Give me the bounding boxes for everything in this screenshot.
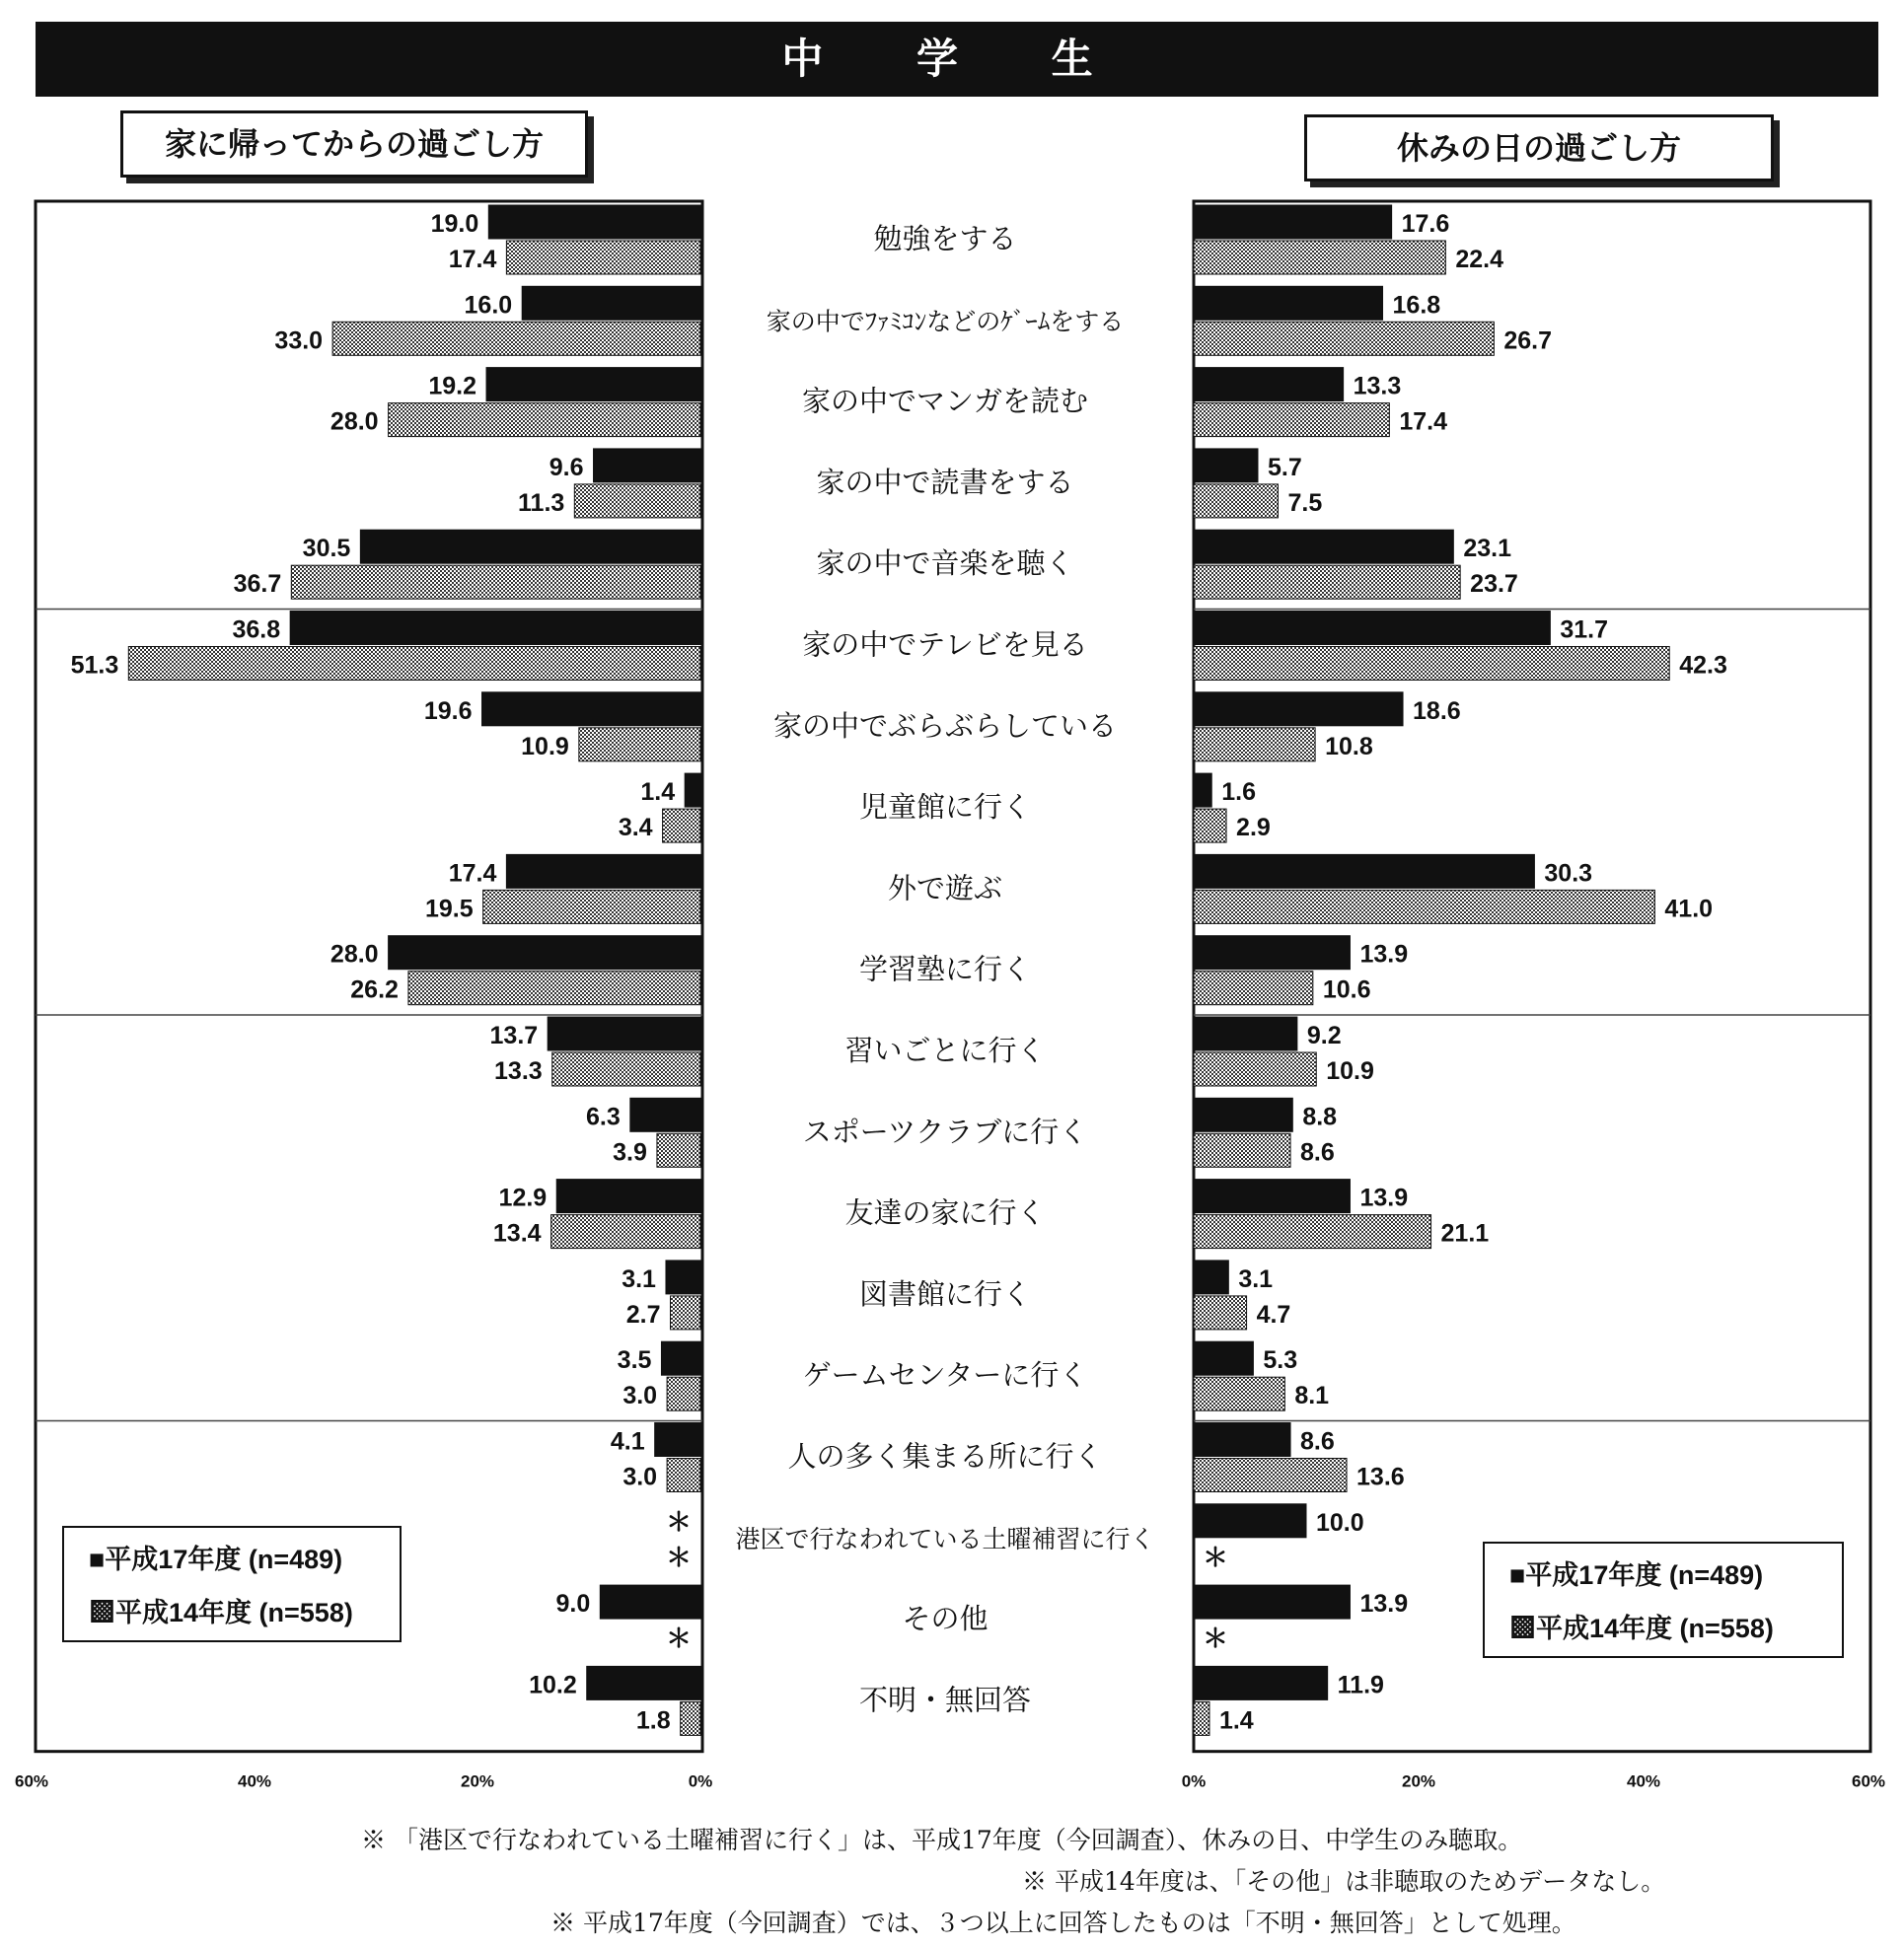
left-data-label: 1.8 xyxy=(635,1706,671,1735)
right-data-label: 8.6 xyxy=(1300,1138,1335,1167)
left-bar-h14 xyxy=(667,1459,700,1492)
right-data-label: 1.4 xyxy=(1218,1706,1254,1735)
left-data-label: 28.0 xyxy=(330,940,379,969)
right-bar-h17 xyxy=(1194,612,1550,645)
right-data-label: 21.1 xyxy=(1440,1219,1490,1248)
left-data-label: 28.0 xyxy=(330,407,379,436)
right-bar-h14 xyxy=(1194,1052,1316,1086)
footnote-1: ※ 「港区で行なわれている土曜補習に行く」は、平成17年度（今回調査）、休みの日、中学生のみ聴取。 xyxy=(361,1826,1523,1854)
left-data-label: 19.5 xyxy=(424,895,474,923)
right-bar-h14 xyxy=(1194,1377,1284,1410)
right-legend-entry: ▩平成14年度 (n=558) xyxy=(1509,1614,1774,1643)
left-bar-h17 xyxy=(506,854,700,888)
category-label: 家の中でテレビを見る xyxy=(802,627,1088,662)
left-data-label: 3.5 xyxy=(617,1346,652,1375)
left-data-label: 3.1 xyxy=(622,1264,656,1293)
right-bar-h14 xyxy=(1194,728,1315,761)
right-bar-h14 xyxy=(1194,1701,1209,1735)
left-bar-h17 xyxy=(486,368,700,401)
category-label: 家の中でﾌｧﾐｺﾝなどのｹﾞｰﾑをする xyxy=(766,307,1125,336)
category-label: 勉強をする xyxy=(873,222,1017,255)
left-data-label: 13.7 xyxy=(489,1022,539,1049)
left-legend-entry: ▩平成14年度 (n=558) xyxy=(89,1598,353,1627)
category-label: 不明・無回答 xyxy=(858,1683,1032,1717)
left-bar-h14 xyxy=(506,241,700,274)
right-bar-h17 xyxy=(1194,1180,1350,1213)
footnote-2: ※ 平成14年度は、「その他」は非聴取のためデータなし。 xyxy=(1022,1867,1666,1896)
left-bar-h17 xyxy=(290,612,700,645)
left-data-label: 4.1 xyxy=(610,1427,645,1456)
left-bar-h17 xyxy=(522,286,700,320)
right-data-label: 31.7 xyxy=(1560,615,1609,644)
right-data-label: 13.9 xyxy=(1359,1184,1409,1212)
category-label: 習いごとに行く xyxy=(844,1034,1046,1067)
left-bar-h17 xyxy=(685,773,700,807)
left-data-label: 33.0 xyxy=(274,326,324,355)
right-bar-h14 xyxy=(1194,647,1669,681)
right-bar-h14 xyxy=(1194,1459,1347,1492)
right-data-label: 8.6 xyxy=(1300,1427,1335,1456)
right-bar-h17 xyxy=(1194,1017,1297,1050)
right-bar-h14 xyxy=(1194,809,1226,842)
right-data-label: 8.8 xyxy=(1302,1103,1338,1131)
right-bar-h17 xyxy=(1194,1666,1328,1699)
right-data-label: 10.0 xyxy=(1316,1508,1364,1537)
right-bar-h17 xyxy=(1194,692,1403,726)
left-data-label: 12.9 xyxy=(498,1184,548,1212)
category-label: 友達の家に行く xyxy=(844,1195,1046,1230)
category-label: ゲームセンターに行く xyxy=(802,1358,1088,1393)
left-data-label: 17.4 xyxy=(448,859,497,888)
right-data-label: 17.4 xyxy=(1399,407,1448,436)
left-legend-entry: ■平成17年度 (n=489) xyxy=(89,1545,343,1574)
right-bar-h17 xyxy=(1194,1423,1290,1457)
category-label: スポーツクラブに行く xyxy=(802,1115,1088,1149)
left-data-label: 19.2 xyxy=(428,372,477,400)
right-panel-heading: 休みの日の過ごし方 xyxy=(1304,114,1774,181)
left-bar-h14 xyxy=(579,728,700,761)
right-data-label: 30.3 xyxy=(1544,859,1593,888)
right-bar-h17 xyxy=(1194,286,1383,320)
right-data-label: 42.3 xyxy=(1679,651,1727,680)
right-data-label: 7.5 xyxy=(1287,488,1323,517)
left-data-label: 2.7 xyxy=(625,1300,661,1329)
left-bar-h17 xyxy=(594,449,700,482)
left-bar-h17 xyxy=(482,692,700,726)
left-bar-h14 xyxy=(574,484,700,518)
footnote-3: ※ 平成17年度（今回調査）では、３つ以上に回答したものは「不明・無回答」として処理。 xyxy=(550,1909,1576,1937)
left-bar-h14 xyxy=(291,565,700,599)
left-axis-tick-label: 20% xyxy=(460,1771,495,1791)
left-missing-marker: ＊ xyxy=(665,1624,693,1654)
left-data-label: 36.8 xyxy=(232,615,281,644)
right-bar-h17 xyxy=(1194,936,1350,970)
left-bar-h14 xyxy=(483,890,700,923)
left-panel-heading: 家に帰ってからの過ごし方 xyxy=(120,110,588,178)
left-bar-h17 xyxy=(488,205,700,239)
left-bar-h14 xyxy=(681,1701,700,1735)
left-data-label: 10.2 xyxy=(529,1671,577,1699)
right-bar-h17 xyxy=(1194,854,1534,888)
page-title: 中 学 生 xyxy=(36,22,1878,97)
left-data-label: 19.0 xyxy=(430,210,479,238)
right-data-label: 10.8 xyxy=(1325,732,1373,760)
right-axis-tick-label: 20% xyxy=(1401,1771,1436,1791)
right-bar-h17 xyxy=(1194,449,1258,482)
right-bar-h17 xyxy=(1194,1341,1253,1375)
right-bar-h14 xyxy=(1194,1215,1431,1249)
category-label: 家の中で音楽を聴く xyxy=(816,546,1074,581)
left-data-label: 9.6 xyxy=(549,453,584,481)
left-bar-h14 xyxy=(552,1052,700,1086)
right-data-label: 23.7 xyxy=(1470,570,1518,599)
category-label: 図書館に行く xyxy=(858,1276,1032,1311)
left-bar-h17 xyxy=(587,1666,700,1699)
right-data-label: 10.9 xyxy=(1326,1057,1374,1085)
right-data-label: 1.6 xyxy=(1221,778,1257,807)
right-bar-h14 xyxy=(1194,972,1313,1005)
category-label: 家の中でマンガを読む xyxy=(801,384,1089,418)
left-bar-h14 xyxy=(408,972,700,1005)
left-axis-tick-label: 60% xyxy=(14,1771,49,1791)
right-data-label: 13.9 xyxy=(1359,940,1409,969)
left-data-label: 13.3 xyxy=(494,1057,543,1085)
category-label: 港区で行なわれている土曜補習に行く xyxy=(735,1524,1155,1553)
right-bar-h14 xyxy=(1194,890,1654,923)
right-data-label: 22.4 xyxy=(1455,246,1504,273)
right-bar-h14 xyxy=(1194,1133,1290,1167)
left-bar-h17 xyxy=(630,1098,700,1131)
right-legend-entry: ■平成17年度 (n=489) xyxy=(1509,1560,1764,1590)
left-missing-marker: ＊ xyxy=(665,1542,693,1572)
left-bar-h14 xyxy=(663,809,700,842)
left-bar-h14 xyxy=(389,403,700,437)
left-bar-h17 xyxy=(661,1341,700,1375)
left-data-label: 1.4 xyxy=(640,778,676,807)
left-bar-h14 xyxy=(670,1296,700,1330)
right-data-label: 13.6 xyxy=(1356,1463,1405,1491)
left-axis-tick-label: 40% xyxy=(237,1771,272,1791)
right-data-label: 10.6 xyxy=(1322,975,1371,1004)
category-label: 人の多く集まる所に行く xyxy=(787,1439,1103,1474)
right-bar-h14 xyxy=(1194,241,1445,274)
left-bar-h17 xyxy=(556,1180,700,1213)
left-data-label: 3.4 xyxy=(618,814,653,842)
category-label: 学習塾に行く xyxy=(858,952,1032,986)
right-bar-h14 xyxy=(1194,403,1389,437)
left-data-label: 9.0 xyxy=(555,1590,591,1619)
right-bar-h17 xyxy=(1194,368,1344,401)
right-data-label: 41.0 xyxy=(1664,895,1714,923)
right-axis-tick-label: 0% xyxy=(1181,1771,1207,1791)
right-data-label: 8.1 xyxy=(1294,1382,1330,1410)
left-bar-h17 xyxy=(360,530,700,563)
right-data-label: 23.1 xyxy=(1463,535,1512,563)
left-bar-h17 xyxy=(600,1585,700,1619)
left-bar-h17 xyxy=(655,1423,700,1457)
right-data-label: 17.6 xyxy=(1401,210,1450,238)
right-data-label: 26.7 xyxy=(1503,326,1553,355)
right-data-label: 13.3 xyxy=(1353,372,1402,400)
category-label: 家の中でぶらぶらしている xyxy=(772,708,1118,743)
category-label: 外で遊ぶ xyxy=(887,871,1003,905)
left-data-label: 26.2 xyxy=(350,975,399,1004)
left-bar-h14 xyxy=(128,647,700,681)
right-bar-h17 xyxy=(1194,530,1453,563)
right-axis-tick-label: 40% xyxy=(1626,1771,1661,1791)
right-data-label: 9.2 xyxy=(1306,1022,1342,1049)
right-missing-marker: ＊ xyxy=(1202,1542,1229,1572)
right-data-label: 5.7 xyxy=(1267,453,1302,481)
left-data-label: 6.3 xyxy=(586,1103,621,1131)
right-data-label: 11.9 xyxy=(1337,1671,1384,1699)
left-axis-tick-label: 0% xyxy=(688,1771,713,1791)
right-bar-h14 xyxy=(1194,565,1460,599)
right-data-label: 4.7 xyxy=(1256,1300,1291,1329)
left-bar-h14 xyxy=(551,1215,700,1249)
right-bar-h17 xyxy=(1194,1585,1350,1619)
right-data-label: 3.1 xyxy=(1238,1264,1274,1293)
left-bar-h17 xyxy=(548,1017,700,1050)
right-bar-h17 xyxy=(1194,1261,1228,1294)
right-bar-h14 xyxy=(1194,1296,1247,1330)
right-axis-tick-label: 60% xyxy=(1851,1771,1886,1791)
left-data-label: 30.5 xyxy=(302,535,351,563)
left-data-label: 11.3 xyxy=(518,488,565,517)
right-bar-h17 xyxy=(1194,205,1392,239)
right-bar-h17 xyxy=(1194,1098,1292,1131)
right-data-label: 18.6 xyxy=(1413,696,1461,725)
right-bar-h17 xyxy=(1194,1504,1306,1538)
left-data-label: 51.3 xyxy=(70,651,119,680)
right-bar-h17 xyxy=(1194,773,1211,807)
category-label: 児童館に行く xyxy=(858,790,1032,825)
left-data-label: 13.4 xyxy=(492,1219,542,1248)
left-data-label: 17.4 xyxy=(448,246,497,273)
right-bar-h14 xyxy=(1194,484,1279,518)
right-data-label: 5.3 xyxy=(1263,1346,1298,1375)
right-data-label: 2.9 xyxy=(1236,814,1271,842)
right-missing-marker: ＊ xyxy=(1202,1624,1229,1654)
left-bar-h14 xyxy=(657,1133,700,1167)
left-missing-marker: ＊ xyxy=(665,1506,693,1537)
left-bar-h14 xyxy=(667,1377,700,1410)
category-label: 家の中で読書をする xyxy=(816,465,1074,499)
left-bar-h14 xyxy=(332,322,700,355)
left-data-label: 19.6 xyxy=(423,696,473,725)
left-data-label: 3.0 xyxy=(622,1382,658,1410)
left-data-label: 3.0 xyxy=(622,1463,658,1491)
category-label: その他 xyxy=(902,1602,989,1636)
left-bar-h17 xyxy=(666,1261,700,1294)
left-data-label: 3.9 xyxy=(613,1138,647,1167)
left-data-label: 36.7 xyxy=(233,570,282,599)
right-data-label: 13.9 xyxy=(1359,1590,1409,1619)
left-data-label: 10.9 xyxy=(521,732,569,760)
left-data-label: 16.0 xyxy=(464,291,513,320)
right-bar-h14 xyxy=(1194,322,1494,355)
right-data-label: 16.8 xyxy=(1392,291,1441,320)
left-bar-h17 xyxy=(389,936,700,970)
